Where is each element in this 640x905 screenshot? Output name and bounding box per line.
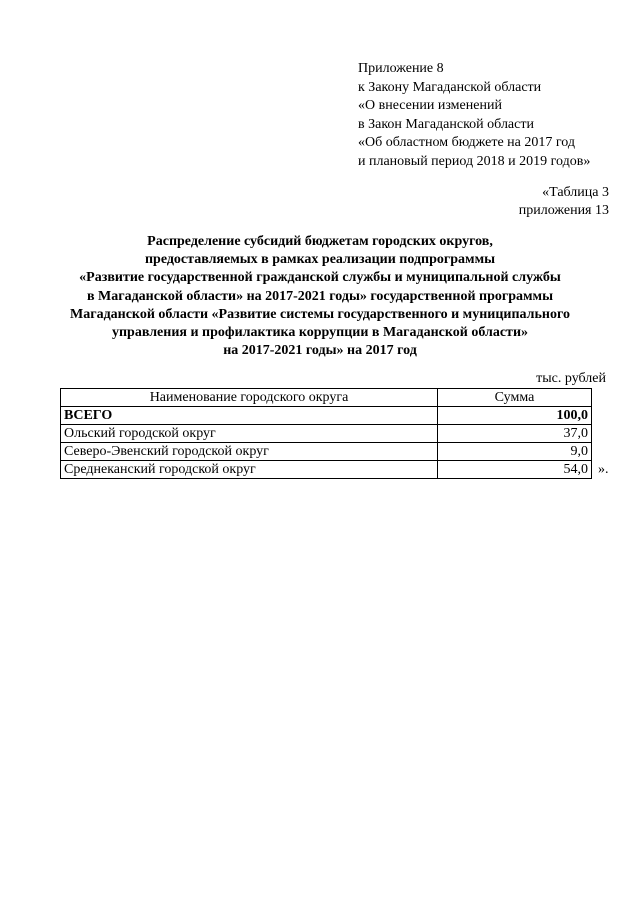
amount-cell: 54,0: [438, 461, 592, 479]
units-label: тыс. рублей: [536, 371, 606, 386]
appendix-line: и плановый период 2018 и 2019 годов»: [358, 153, 591, 169]
table-ref-line: «Таблица 3: [542, 185, 609, 200]
appendix-line: Приложение 8: [358, 61, 444, 76]
table-row: [61, 461, 592, 479]
appendix-line: «Об областном бюджете на 2017 год: [358, 135, 575, 150]
closing-quote: ».: [598, 462, 609, 477]
table-row-total: [61, 407, 592, 425]
district-name-cell: ВСЕГО: [61, 407, 438, 425]
title-line: Распределение субсидий бюджетам городских округов,: [147, 234, 493, 249]
appendix-reference: [358, 60, 590, 171]
table-row: [61, 425, 592, 443]
district-name-cell: Северо-Эвенский городской округ: [61, 443, 438, 461]
title-line: Магаданской области «Развитие системы государственного и муниципального: [70, 306, 570, 322]
amount-cell: 100,0: [438, 407, 592, 425]
header-amount: Сумма: [438, 389, 592, 407]
district-name-cell: Среднеканский городской округ: [61, 461, 438, 479]
title-line: предоставляемых в рамках реализации подпрограммы: [144, 252, 496, 268]
table-ref-line: приложения 13: [518, 203, 609, 218]
document-title: [30, 233, 610, 360]
appendix-line: к Закону Магаданской области: [358, 79, 542, 95]
subsidy-table: [60, 388, 592, 479]
appendix-line: «О внесении изменений: [358, 98, 502, 113]
district-name-cell: Ольский городской округ: [61, 425, 438, 443]
table-header-row: [61, 389, 592, 407]
table-reference: [519, 184, 609, 220]
title-line: «Развитие государственной гражданской службы и муниципальной службы: [79, 270, 561, 286]
appendix-line: в Закон Магаданской области: [358, 116, 534, 132]
table-row: [61, 443, 592, 461]
amount-cell: 37,0: [438, 425, 592, 443]
title-line: в Магаданской области» на 2017-2021 годы» государственной программы: [86, 288, 554, 304]
header-district-name: Наименование городского округа: [61, 389, 438, 407]
amount-cell: 9,0: [438, 443, 592, 461]
title-line: на 2017-2021 годы» на 2017 год: [223, 343, 417, 359]
title-line: управления и профилактика коррупции в Магаданской области»: [111, 325, 529, 341]
